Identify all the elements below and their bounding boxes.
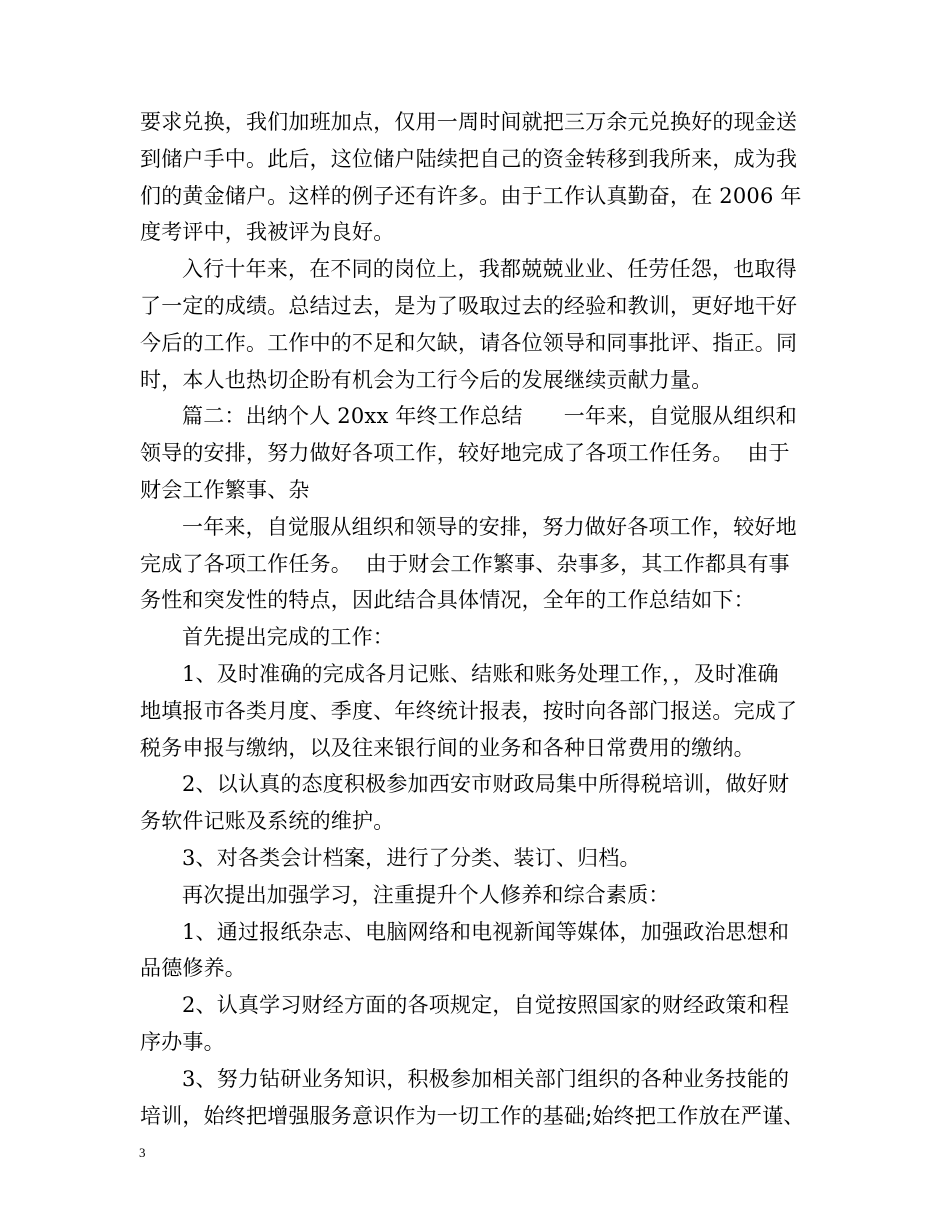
text-line: 2、认真学习财经方面的各项规定，自觉按照国家的财经政策和程 bbox=[182, 993, 790, 1018]
text-line: 篇二：出纳个人 20xx 年终工作总结 一年来，自觉服从组织和 bbox=[182, 404, 798, 429]
text-line: 财会工作繁事、杂 bbox=[140, 477, 310, 502]
text-line: 度考评中，我被评为良好。 bbox=[140, 220, 395, 245]
text-line: 品德修养。 bbox=[140, 956, 246, 981]
text-line: 序办事。 bbox=[140, 1029, 225, 1054]
text-line: 1、及时准确的完成各月记账、结账和账务处理工作，，及时准确 bbox=[182, 661, 779, 686]
text-line: 税务申报与缴纳，以及往来银行间的业务和各种日常费用的缴纳。 bbox=[140, 735, 755, 760]
text-line: 要求兑换，我们加班加点，仅用一周时间就把三万余元兑换好的现金送 bbox=[140, 110, 798, 134]
text-line: 再次提出加强学习，注重提升个人修养和综合素质： bbox=[182, 882, 670, 907]
text-line: 地填报市各类月度、季度、年终统计报表，按时向各部门报送。完成了 bbox=[140, 698, 798, 723]
text-line: 完成了各项工作任务。 由于财会工作繁事、杂事多，其工作都具有事 bbox=[140, 551, 790, 576]
text-line: 3、努力钻研业务知识，积极参加相关部门组织的各种业务技能的 bbox=[182, 1066, 790, 1091]
text-line: 们的黄金储户。这样的例子还有许多。由于工作认真勤奋，在 2006 年 bbox=[140, 183, 802, 208]
text-line: 1、通过报纸杂志、电脑网络和电视新闻等媒体，加强政治思想和 bbox=[182, 919, 790, 944]
text-line: 今后的工作。工作中的不足和欠缺，请各位领导和同事批评、指正。同 bbox=[140, 330, 798, 355]
text-line: 2、以认真的态度积极参加西安市财政局集中所得税培训，做好财 bbox=[182, 772, 790, 797]
text-line: 首先提出完成的工作： bbox=[182, 625, 394, 650]
text-line: 入行十年来，在不同的岗位上，我都兢兢业业、任劳任怨，也取得 bbox=[182, 257, 797, 282]
text-line: 领导的安排，努力做好各项工作，较好地完成了各项工作任务。 由于 bbox=[140, 441, 790, 466]
text-line: 一年来，自觉服从组织和领导的安排，努力做好各项工作，较好地 bbox=[182, 514, 797, 539]
text-line: 时，本人也热切企盼有机会为工行今后的发展继续贡献力量。 bbox=[140, 367, 713, 392]
text-line: 到储户手中。此后，这位储户陆续把自己的资金转移到我所来，成为我 bbox=[140, 146, 798, 171]
text-line: 3、对各类会计档案，进行了分类、装订、归档。 bbox=[182, 845, 641, 870]
text-line: 务软件记账及系统的维护。 bbox=[140, 809, 395, 834]
text-line: 培训，始终把增强服务意识作为一切工作的基础;始终把工作放在严谨、 bbox=[140, 1103, 805, 1128]
text-line: 了一定的成绩。总结过去，是为了吸取过去的经验和教训，更好地干好 bbox=[140, 293, 798, 318]
document-body bbox=[140, 104, 830, 1134]
text-line: 务性和突发性的特点，因此结合具体情况，全年的工作总结如下： bbox=[140, 588, 755, 613]
page-number: 3 bbox=[139, 1145, 146, 1160]
